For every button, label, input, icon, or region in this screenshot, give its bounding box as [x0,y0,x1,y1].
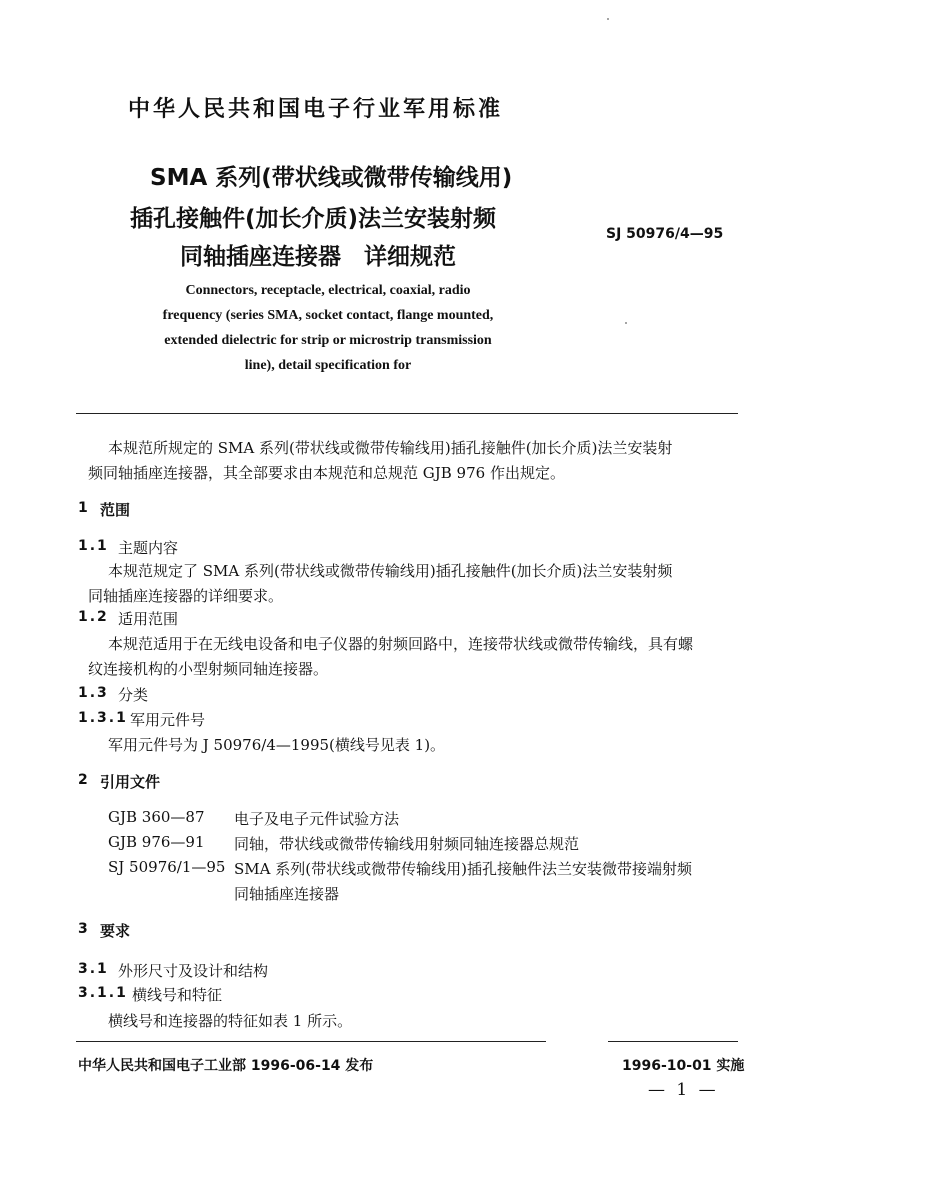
issue-date: 中华人民共和国电子工业部 1996-06-14 发布 [78,1058,374,1074]
reference-title: SMA 系列(带状线或微带传输线用)插孔接触件法兰安装微带接端射频 [234,860,692,878]
section-3-1-title: 外形尺寸及设计和结构 [118,962,269,980]
section-1-number: 1 [78,500,90,516]
section-1-2-number: 1.2 [78,609,109,625]
header-divider [76,413,738,414]
section-1-2-line-1: 本规范适用于在无线电设备和电子仪器的射频回路中，连接带状线或微带传输线，具有螺 [108,635,694,653]
section-3-1-1-line-1: 横线号和连接器的特征如表 1 所示。 [108,1012,353,1030]
section-3-1-number: 3.1 [78,961,109,977]
footer-divider-left [76,1041,546,1042]
section-1-3-1-line-1: 军用元件号为 J 50976/4—1995(横线号见表 1)。 [108,736,446,754]
title-line-3: 同轴插座连接器 详细规范 [180,244,456,270]
standard-header: 中华人民共和国电子行业军用标准 [128,97,504,122]
footer-divider-right [608,1041,738,1042]
intro-line-2: 频同轴插座连接器，其全部要求由本规范和总规范 GJB 976 作出规定。 [88,464,565,482]
reference-title: 同轴，带状线或微带传输线用射频同轴连接器总规范 [234,835,580,853]
english-title-line-3: extended dielectric for strip or microstrip transmission [164,333,492,348]
section-1-3-1-title: 军用元件号 [130,711,206,729]
scan-speck [607,18,609,20]
section-1-3-1-number: 1.3.1 [78,710,128,726]
section-1-1-line-1: 本规范规定了 SMA 系列(带状线或微带传输线用)插孔接触件(加长介质)法兰安装射频 [108,562,673,580]
section-1-1-line-2: 同轴插座连接器的详细要求。 [88,587,284,605]
section-3-1-1-number: 3.1.1 [78,985,128,1001]
section-1-2-line-2: 纹连接机构的小型射频同轴连接器。 [88,660,329,678]
reference-title: 电子及电子元件试验方法 [234,810,400,828]
reference-title-continued: 同轴插座连接器 [234,885,340,903]
section-3-number: 3 [78,921,90,937]
page-number: — 1 — [648,1080,719,1100]
section-1-1-title: 主题内容 [118,539,179,557]
intro-line-1: 本规范所规定的 SMA 系列(带状线或微带传输线用)插孔接触件(加长介质)法兰安装射 [108,439,673,457]
english-title-line-1: Connectors, receptacle, electrical, coaxial, radio [185,283,471,298]
section-3-title: 要求 [100,922,131,940]
section-1-3-number: 1.3 [78,685,109,701]
section-3-1-1-title: 横线号和特征 [132,986,223,1004]
title-line-1: SMA 系列(带状线或微带传输线用) [150,165,513,191]
scan-speck [625,322,627,324]
effective-date: 1996-10-01 实施 [622,1058,745,1074]
section-2-number: 2 [78,772,90,788]
section-1-2-title: 适用范围 [118,610,179,628]
reference-code: GJB 360—87 [108,808,205,826]
reference-code: SJ 50976/1—95 [108,858,226,876]
section-2-title: 引用文件 [100,773,161,791]
title-line-2: 插孔接触件(加长介质)法兰安装射频 [130,206,497,232]
standard-number: SJ 50976/4—95 [606,226,724,242]
section-1-3-title: 分类 [118,686,149,704]
section-1-1-number: 1.1 [78,538,109,554]
english-title-line-2: frequency (series SMA, socket contact, flange mounted, [162,308,494,323]
reference-code: GJB 976—91 [108,833,205,851]
section-1-title: 范围 [100,501,131,519]
english-title-line-4: line), detail specification for [244,358,412,373]
